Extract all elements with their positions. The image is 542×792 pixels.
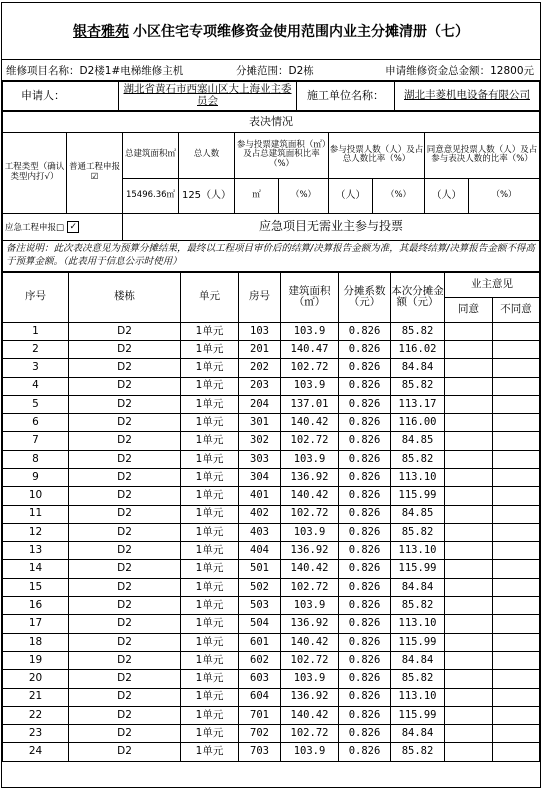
- row-coefficient: 0.826: [339, 432, 391, 450]
- table-row: [3, 432, 540, 450]
- row-area: 102.72: [281, 505, 339, 523]
- row-unit: 1单元: [181, 487, 239, 505]
- agree-pct-unit: （%）: [469, 178, 540, 213]
- row-coefficient: 0.826: [339, 340, 391, 358]
- row-room: 702: [239, 725, 281, 743]
- row-area: 102.72: [281, 578, 339, 596]
- row-building: D2: [69, 743, 181, 761]
- row-unit: 1单元: [181, 377, 239, 395]
- header-opinion: 业主意见: [445, 272, 540, 297]
- row-disagree[interactable]: [493, 359, 540, 377]
- people-ratio-label: 参与投票人数（人）及占总人数比率（%）: [329, 133, 425, 179]
- row-no: 23: [3, 725, 69, 743]
- row-disagree[interactable]: [493, 505, 540, 523]
- row-building: D2: [69, 651, 181, 669]
- row-amount: 113.10: [391, 688, 445, 706]
- table-row: [3, 359, 540, 377]
- table-row: [3, 615, 540, 633]
- vote-section-title: 表决情况: [3, 112, 540, 133]
- row-area: 103.9: [281, 322, 339, 340]
- row-coefficient: 0.826: [339, 523, 391, 541]
- table-row: [3, 523, 540, 541]
- row-coefficient: 0.826: [339, 615, 391, 633]
- row-room: 603: [239, 670, 281, 688]
- row-no: 15: [3, 578, 69, 596]
- row-amount: 116.02: [391, 340, 445, 358]
- row-unit: 1单元: [181, 688, 239, 706]
- row-amount: 85.82: [391, 743, 445, 761]
- row-agree[interactable]: [445, 670, 493, 688]
- header-area: 建筑面积（㎡）: [281, 272, 339, 322]
- row-unit: 1单元: [181, 469, 239, 487]
- row-disagree[interactable]: [493, 578, 540, 596]
- table-row: [3, 450, 540, 468]
- area-ratio-label: 参与投票建筑面积（㎡）及占总建筑面积比率（%）: [235, 133, 329, 179]
- row-no: 20: [3, 670, 69, 688]
- row-unit: 1单元: [181, 743, 239, 761]
- row-no: 21: [3, 688, 69, 706]
- row-agree[interactable]: [445, 560, 493, 578]
- normal-project-label: 普通工程申报☑: [67, 133, 123, 214]
- vote-table: [2, 111, 540, 272]
- row-building: D2: [69, 469, 181, 487]
- total-area-value: 15496.36㎡: [123, 178, 179, 213]
- row-amount: 116.00: [391, 414, 445, 432]
- row-area: 103.9: [281, 523, 339, 541]
- table-row: [3, 340, 540, 358]
- contractor-value: 湖北丰菱机电设备有限公司: [395, 82, 540, 111]
- row-agree[interactable]: [445, 725, 493, 743]
- row-amount: 113.10: [391, 615, 445, 633]
- row-building: D2: [69, 359, 181, 377]
- row-area: 102.72: [281, 651, 339, 669]
- row-no: 19: [3, 651, 69, 669]
- row-area: 103.9: [281, 377, 339, 395]
- header-agree: 同意: [445, 297, 493, 322]
- row-coefficient: 0.826: [339, 450, 391, 468]
- row-agree[interactable]: [445, 542, 493, 560]
- row-unit: 1单元: [181, 633, 239, 651]
- row-agree[interactable]: [445, 597, 493, 615]
- row-room: 204: [239, 395, 281, 413]
- row-agree[interactable]: [445, 633, 493, 651]
- row-unit: 1单元: [181, 450, 239, 468]
- project-type-label: 工程类型（确认类型内打√）: [3, 133, 67, 214]
- row-room: 502: [239, 578, 281, 596]
- row-disagree[interactable]: [493, 743, 540, 761]
- row-room: 601: [239, 633, 281, 651]
- row-coefficient: 0.826: [339, 359, 391, 377]
- row-no: 4: [3, 377, 69, 395]
- title-rest: 小区住宅专项维修资金使用范围内业主分摊清册（七）: [133, 24, 469, 40]
- checkbox-icon[interactable]: ✓: [67, 221, 79, 233]
- total-area-label: 总建筑面积㎡: [123, 133, 179, 179]
- row-coefficient: 0.826: [339, 322, 391, 340]
- row-agree[interactable]: [445, 469, 493, 487]
- applicant-value: 湖北省黄石市西塞山区大上海业主委员会: [119, 82, 297, 111]
- table-row: [3, 505, 540, 523]
- row-no: 9: [3, 469, 69, 487]
- row-agree[interactable]: [445, 688, 493, 706]
- row-no: 18: [3, 633, 69, 651]
- row-amount: 85.82: [391, 523, 445, 541]
- row-no: 22: [3, 706, 69, 724]
- row-disagree[interactable]: [493, 615, 540, 633]
- row-no: 7: [3, 432, 69, 450]
- row-area: 140.42: [281, 633, 339, 651]
- row-area: 102.72: [281, 432, 339, 450]
- area-unit: ㎡: [235, 178, 279, 213]
- table-row: [3, 322, 540, 340]
- row-building: D2: [69, 487, 181, 505]
- row-room: 501: [239, 560, 281, 578]
- row-unit: 1单元: [181, 560, 239, 578]
- row-no: 13: [3, 542, 69, 560]
- table-row: [3, 469, 540, 487]
- table-body: [3, 322, 540, 761]
- row-agree[interactable]: [445, 615, 493, 633]
- row-disagree[interactable]: [493, 523, 540, 541]
- row-agree[interactable]: [445, 340, 493, 358]
- row-no: 5: [3, 395, 69, 413]
- row-agree[interactable]: [445, 377, 493, 395]
- row-disagree[interactable]: [493, 469, 540, 487]
- row-amount: 85.82: [391, 450, 445, 468]
- row-disagree[interactable]: [493, 542, 540, 560]
- row-coefficient: 0.826: [339, 743, 391, 761]
- table-row: [3, 688, 540, 706]
- table-row: [3, 542, 540, 560]
- requested-amount: 申请维修资金总金额：12800元: [385, 64, 534, 77]
- row-agree[interactable]: [445, 359, 493, 377]
- row-unit: 1单元: [181, 359, 239, 377]
- applicant-label: 申请人：: [3, 82, 119, 111]
- table-row: [3, 743, 540, 761]
- area-pct-unit: （%）: [279, 178, 329, 213]
- row-room: 504: [239, 615, 281, 633]
- row-building: D2: [69, 560, 181, 578]
- row-unit: 1单元: [181, 523, 239, 541]
- row-area: 140.47: [281, 340, 339, 358]
- emergency-note: 应急项目无需业主参与投票: [123, 214, 540, 241]
- row-building: D2: [69, 597, 181, 615]
- row-disagree[interactable]: [493, 725, 540, 743]
- table-row: [3, 706, 540, 724]
- row-amount: 84.85: [391, 505, 445, 523]
- row-coefficient: 0.826: [339, 633, 391, 651]
- row-unit: 1单元: [181, 414, 239, 432]
- row-coefficient: 0.826: [339, 505, 391, 523]
- table-row: [3, 670, 540, 688]
- row-unit: 1单元: [181, 725, 239, 743]
- row-room: 302: [239, 432, 281, 450]
- row-area: 136.92: [281, 688, 339, 706]
- row-disagree[interactable]: [493, 322, 540, 340]
- row-agree[interactable]: [445, 414, 493, 432]
- row-room: 701: [239, 706, 281, 724]
- row-area: 136.92: [281, 542, 339, 560]
- row-room: 404: [239, 542, 281, 560]
- row-room: 602: [239, 651, 281, 669]
- row-room: 503: [239, 597, 281, 615]
- row-building: D2: [69, 615, 181, 633]
- row-room: 201: [239, 340, 281, 358]
- total-people-label: 总人数: [179, 133, 235, 179]
- header-no: 序号: [3, 272, 69, 322]
- row-agree[interactable]: [445, 432, 493, 450]
- row-room: 304: [239, 469, 281, 487]
- row-unit: 1单元: [181, 670, 239, 688]
- row-unit: 1单元: [181, 651, 239, 669]
- row-building: D2: [69, 450, 181, 468]
- row-unit: 1单元: [181, 597, 239, 615]
- header-room: 房号: [239, 272, 281, 322]
- row-no: 17: [3, 615, 69, 633]
- row-building: D2: [69, 633, 181, 651]
- agree-people-unit: （人）: [425, 178, 469, 213]
- row-unit: 1单元: [181, 542, 239, 560]
- row-agree[interactable]: [445, 322, 493, 340]
- row-room: 301: [239, 414, 281, 432]
- row-disagree[interactable]: [493, 651, 540, 669]
- row-no: 11: [3, 505, 69, 523]
- row-building: D2: [69, 322, 181, 340]
- row-disagree[interactable]: [493, 450, 540, 468]
- row-agree[interactable]: [445, 395, 493, 413]
- row-room: 402: [239, 505, 281, 523]
- row-disagree[interactable]: [493, 633, 540, 651]
- row-coefficient: 0.826: [339, 395, 391, 413]
- row-coefficient: 0.826: [339, 706, 391, 724]
- row-area: 140.42: [281, 706, 339, 724]
- row-disagree[interactable]: [493, 688, 540, 706]
- project-name: 维修项目名称：D2楼1#电梯维修主机: [6, 64, 184, 77]
- row-disagree[interactable]: [493, 560, 540, 578]
- row-no: 24: [3, 743, 69, 761]
- row-coefficient: 0.826: [339, 651, 391, 669]
- row-amount: 85.82: [391, 377, 445, 395]
- row-room: 604: [239, 688, 281, 706]
- row-area: 103.9: [281, 597, 339, 615]
- row-area: 102.72: [281, 359, 339, 377]
- row-disagree[interactable]: [493, 706, 540, 724]
- allocation-scope: 分摊范围：D2栋: [236, 64, 314, 77]
- row-disagree[interactable]: [493, 414, 540, 432]
- row-no: 8: [3, 450, 69, 468]
- row-coefficient: 0.826: [339, 542, 391, 560]
- table-row: [3, 578, 540, 596]
- row-amount: 85.82: [391, 597, 445, 615]
- row-unit: 1单元: [181, 432, 239, 450]
- row-building: D2: [69, 505, 181, 523]
- row-agree[interactable]: [445, 505, 493, 523]
- row-amount: 85.82: [391, 670, 445, 688]
- row-agree[interactable]: [445, 487, 493, 505]
- row-no: 12: [3, 523, 69, 541]
- row-room: 203: [239, 377, 281, 395]
- applicant-table: [2, 81, 540, 111]
- row-coefficient: 0.826: [339, 597, 391, 615]
- remark-note: 备注说明：此次表决意见为预算分摊结果，最终以工程项目审价后的结算/决算报告金额为准，其最终结算/决算报告金额不得高于预算金额。（此表用于信息公示时使用）: [3, 241, 540, 272]
- row-unit: 1单元: [181, 395, 239, 413]
- row-area: 103.9: [281, 670, 339, 688]
- row-disagree[interactable]: [493, 597, 540, 615]
- row-unit: 1单元: [181, 340, 239, 358]
- table-row: [3, 414, 540, 432]
- header-disagree: 不同意: [493, 297, 540, 322]
- row-building: D2: [69, 688, 181, 706]
- row-amount: 115.99: [391, 633, 445, 651]
- row-building: D2: [69, 414, 181, 432]
- row-unit: 1单元: [181, 505, 239, 523]
- row-building: D2: [69, 706, 181, 724]
- row-no: 6: [3, 414, 69, 432]
- row-building: D2: [69, 670, 181, 688]
- row-disagree[interactable]: [493, 395, 540, 413]
- row-amount: 115.99: [391, 560, 445, 578]
- row-amount: 113.10: [391, 542, 445, 560]
- row-agree[interactable]: [445, 578, 493, 596]
- agree-ratio-label: 同意意见投票人数（人）及占参与表决人数的比率（%）: [425, 133, 540, 179]
- row-room: 202: [239, 359, 281, 377]
- row-room: 403: [239, 523, 281, 541]
- row-coefficient: 0.826: [339, 414, 391, 432]
- row-amount: 84.84: [391, 578, 445, 596]
- row-agree[interactable]: [445, 706, 493, 724]
- row-coefficient: 0.826: [339, 670, 391, 688]
- row-building: D2: [69, 377, 181, 395]
- row-building: D2: [69, 578, 181, 596]
- row-unit: 1单元: [181, 322, 239, 340]
- row-coefficient: 0.826: [339, 578, 391, 596]
- row-agree[interactable]: [445, 651, 493, 669]
- row-no: 1: [3, 322, 69, 340]
- row-no: 10: [3, 487, 69, 505]
- allocation-register: [1, 2, 541, 788]
- table-row: [3, 487, 540, 505]
- table-row: [3, 560, 540, 578]
- row-no: 16: [3, 597, 69, 615]
- row-building: D2: [69, 395, 181, 413]
- community-name: 银杏雅苑: [73, 24, 129, 40]
- table-row: [3, 395, 540, 413]
- row-coefficient: 0.826: [339, 688, 391, 706]
- row-area: 136.92: [281, 615, 339, 633]
- table-row: [3, 725, 540, 743]
- header-amount: 本次分摊金额（元）: [391, 272, 445, 322]
- row-disagree[interactable]: [493, 670, 540, 688]
- row-coefficient: 0.826: [339, 487, 391, 505]
- row-disagree[interactable]: [493, 340, 540, 358]
- row-building: D2: [69, 725, 181, 743]
- table-row: [3, 651, 540, 669]
- table-row: [3, 633, 540, 651]
- header-unit: 单元: [181, 272, 239, 322]
- row-coefficient: 0.826: [339, 725, 391, 743]
- row-agree[interactable]: [445, 523, 493, 541]
- row-disagree[interactable]: [493, 432, 540, 450]
- row-unit: 1单元: [181, 706, 239, 724]
- row-amount: 84.84: [391, 651, 445, 669]
- row-area: 140.42: [281, 487, 339, 505]
- owner-allocation-table: [2, 272, 540, 762]
- row-building: D2: [69, 340, 181, 358]
- row-amount: 84.84: [391, 725, 445, 743]
- row-area: 103.9: [281, 450, 339, 468]
- row-building: D2: [69, 523, 181, 541]
- row-area: 140.42: [281, 560, 339, 578]
- table-row: [3, 597, 540, 615]
- row-area: 136.92: [281, 469, 339, 487]
- row-amount: 113.17: [391, 395, 445, 413]
- row-amount: 115.99: [391, 487, 445, 505]
- header-building: 楼栋: [69, 272, 181, 322]
- emergency-project-cell: [3, 214, 123, 241]
- project-info-row: [2, 60, 540, 81]
- people-unit: （人）: [329, 178, 373, 213]
- row-building: D2: [69, 542, 181, 560]
- row-amount: 84.84: [391, 359, 445, 377]
- row-room: 103: [239, 322, 281, 340]
- document-title: [2, 3, 540, 60]
- row-disagree[interactable]: [493, 487, 540, 505]
- header-coefficient: 分摊系数（元）: [339, 272, 391, 322]
- row-coefficient: 0.826: [339, 560, 391, 578]
- row-disagree[interactable]: [493, 377, 540, 395]
- row-area: 137.01: [281, 395, 339, 413]
- row-amount: 115.99: [391, 706, 445, 724]
- row-building: D2: [69, 432, 181, 450]
- row-unit: 1单元: [181, 578, 239, 596]
- table-row: [3, 377, 540, 395]
- row-area: 103.9: [281, 743, 339, 761]
- emergency-label: 应急工程申报□: [5, 222, 65, 233]
- row-no: 2: [3, 340, 69, 358]
- contractor-label: 施工单位名称：: [297, 82, 395, 111]
- row-room: 401: [239, 487, 281, 505]
- row-unit: 1单元: [181, 615, 239, 633]
- people-pct-unit: （%）: [373, 178, 425, 213]
- row-area: 140.42: [281, 414, 339, 432]
- row-agree[interactable]: [445, 450, 493, 468]
- row-room: 303: [239, 450, 281, 468]
- row-amount: 84.85: [391, 432, 445, 450]
- row-amount: 113.10: [391, 469, 445, 487]
- row-amount: 85.82: [391, 322, 445, 340]
- row-coefficient: 0.826: [339, 377, 391, 395]
- row-room: 703: [239, 743, 281, 761]
- row-agree[interactable]: [445, 743, 493, 761]
- row-no: 14: [3, 560, 69, 578]
- row-no: 3: [3, 359, 69, 377]
- row-area: 102.72: [281, 725, 339, 743]
- row-coefficient: 0.826: [339, 469, 391, 487]
- total-people-value: 125（人）: [179, 178, 235, 213]
